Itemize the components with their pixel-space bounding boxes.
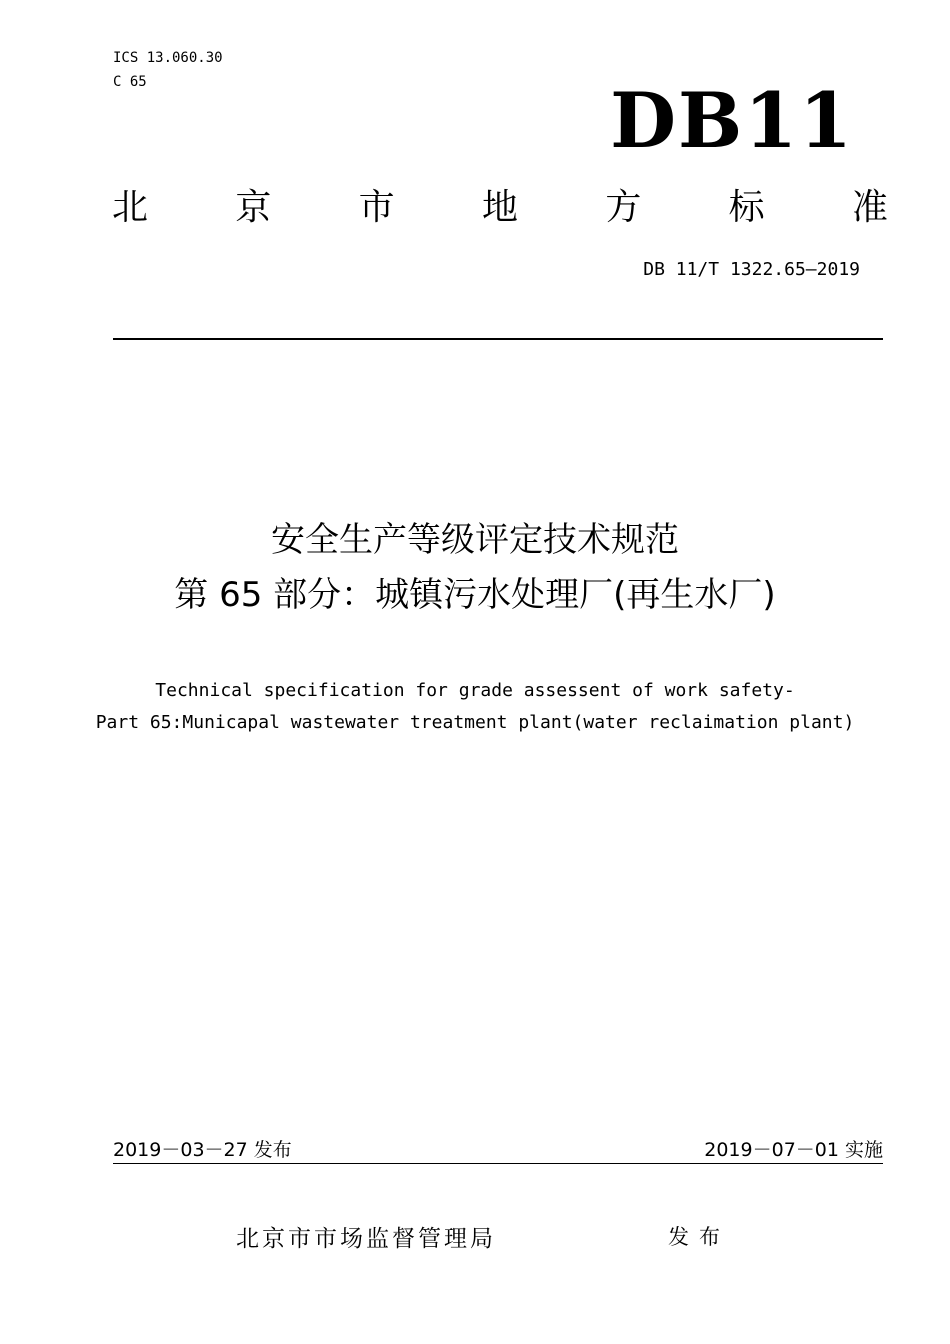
classification-code: C 65 [113, 74, 147, 90]
footer-divider [113, 1163, 883, 1164]
standard-type-char: 北 [112, 187, 149, 228]
standard-number: DB 11/T 1322.65—2019 [643, 259, 860, 280]
title-en-line1: Technical specification for grade assessent of work safety- [155, 680, 795, 701]
implementation-date: 2019－07－01 实施 [704, 1139, 883, 1161]
standard-type-char: 方 [605, 187, 642, 228]
title-cn-line1: 安全生产等级评定技术规范 [271, 520, 679, 560]
title-cn-line2: 第 65 部分：城镇污水处理厂(再生水厂) [174, 575, 776, 615]
standard-type-char: 地 [481, 187, 518, 228]
standard-type-char: 准 [851, 187, 888, 228]
db-logo: DB11 [610, 76, 854, 165]
standard-type-char: 市 [358, 187, 395, 228]
standard-type-char: 京 [235, 187, 272, 228]
issue-date: 2019－03－27 发布 [113, 1139, 292, 1161]
header-divider [113, 338, 883, 340]
publisher: 北京市市场监督管理局 [236, 1226, 496, 1252]
publish-label: 发布 [668, 1225, 730, 1249]
standard-type [112, 186, 888, 230]
title-en-line2: Part 65:Municapal wastewater treatment plant(water reclaimation plant) [95, 712, 855, 733]
standard-type-char: 标 [728, 187, 765, 228]
ics-code: ICS 13.060.30 [113, 50, 223, 66]
